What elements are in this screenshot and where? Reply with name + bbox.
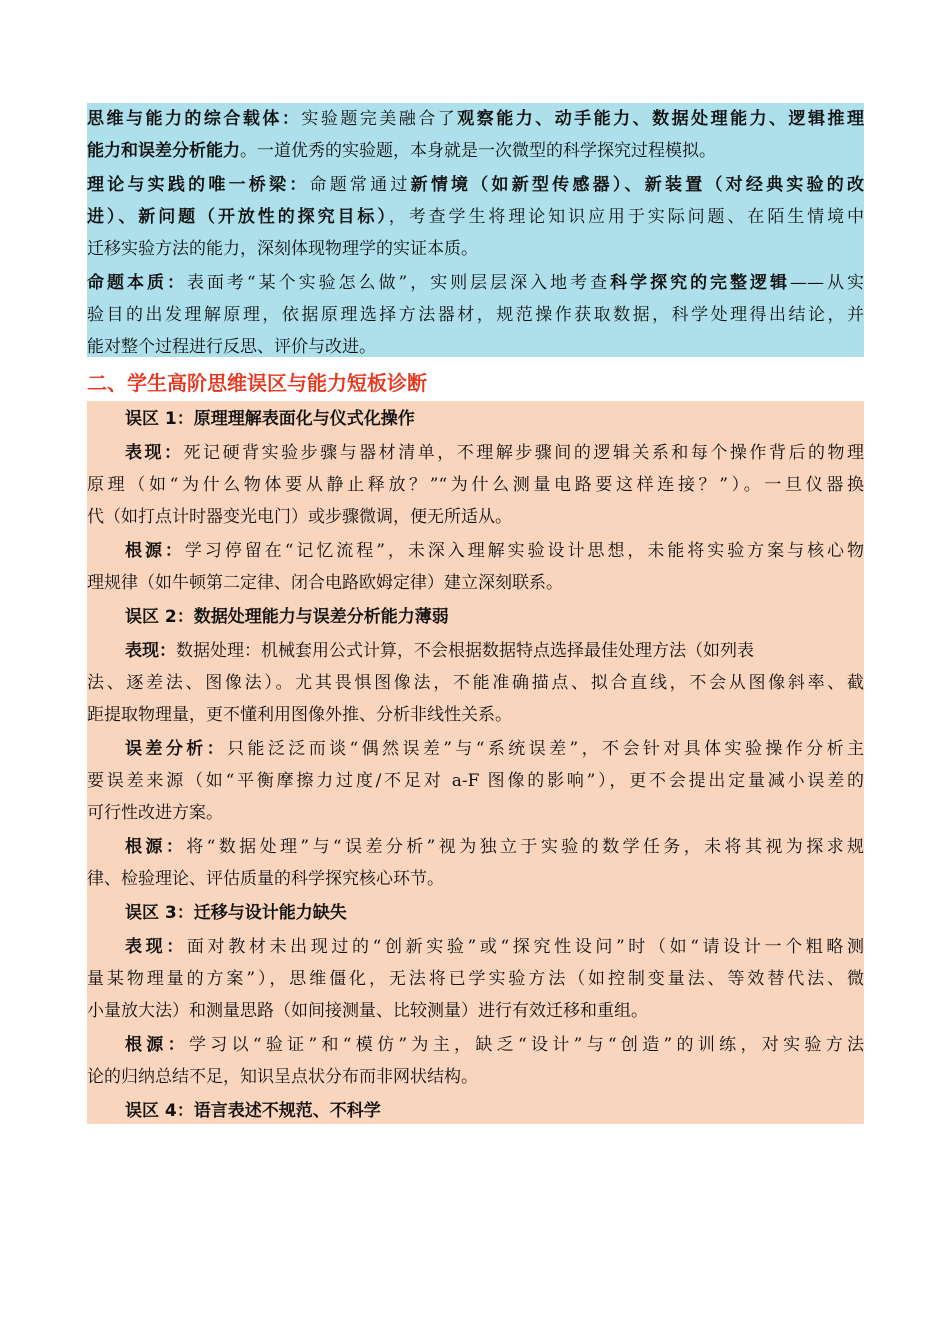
diagnosis-line: 理规律（如牛顿第二定律、闭合电路欧姆定律）建立深刻联系。 (87, 573, 563, 593)
diagnosis-line: 距提取物理量，更不懂利用图像外推、分析非线性关系。 (87, 705, 512, 725)
diagnosis-line (87, 831, 864, 863)
para-text: 命题常通过 (309, 175, 411, 195)
summary-line (87, 267, 864, 299)
para-lead: 理论与实践的唯一桥梁： (87, 175, 310, 195)
para-text: ，考查学生将理论知识应用于实际问题、在陌生情境中 (388, 207, 864, 227)
misconception-title: 误区 3：迁移与设计能力缺失 (125, 903, 347, 923)
diagnosis-line: 代（如打点计时器变光电门）或步骤微调，便无所适从。 (87, 507, 512, 527)
para-lead: 表现： (125, 937, 187, 957)
para-text: 实验题完美融合了 (301, 109, 458, 129)
para-emphasis: 科学探究的完整逻辑 (610, 273, 791, 293)
summary-line (87, 103, 864, 135)
diagnosis-line: 小量放大法）和测量思路（如间接测量、比较测量）进行有效迁移和重组。 (87, 1001, 648, 1021)
misconception-title: 误区 2：数据处理能力与误差分析能力薄弱 (125, 607, 449, 627)
para-lead: 表现： (125, 443, 184, 463)
misconception-title: 误区 4：语言表述不规范、不科学 (125, 1101, 381, 1121)
para-text: 学习以“验证”和“模仿”为主，缺乏“设计”与“创造”的训练，对实验方法 (188, 1035, 864, 1055)
para-lead: 表现： (125, 641, 176, 661)
para-emphasis: 观察能力、动手能力、数据处理能力、逻辑推理 (457, 109, 864, 129)
para-text: 。一道优秀的实验题，本身就是一次微型的科学探究过程模拟。 (240, 141, 716, 161)
para-text: 数据处理：机械套用公式计算，不会根据数据特点选择最佳处理方法（如列表 (176, 641, 754, 661)
summary-line: 能对整个过程进行反思、评价与改进。 (87, 337, 376, 357)
diagnosis-line: 量某物理量的方案”），思维僵化，无法将已学实验方法（如控制变量法、等效替代法、微 (87, 969, 864, 989)
diagnosis-line: 要误差来源（如“平衡摩擦力过度/不足对 a-F 图像的影响”），更不会提出定量减小误差的 (87, 771, 864, 791)
para-emphasis: 新情境（如新型传感器）、新装置（对经典实验的改 (410, 175, 864, 195)
summary-line: 迁移实验方法的能力，深刻体现物理学的实证本质。 (87, 239, 478, 259)
summary-line (87, 201, 864, 233)
summary-line: 验目的出发理解原理，依据原理选择方法器材，规范操作获取数据，科学处理得出结论，并 (87, 305, 864, 325)
para-text: 学习停留在“记忆流程”，未深入理解实验设计思想，未能将实验方案与核心物 (184, 541, 864, 561)
para-text: 表面考“某个实验怎么做”，实则层层深入地考查 (186, 273, 611, 293)
para-lead: 命题本质： (87, 273, 187, 293)
summary-box (87, 103, 864, 357)
para-text: 只能泛泛而谈“偶然误差”与“系统误差”，不会针对具体实验操作分析主 (227, 739, 864, 759)
diagnosis-line: 法、逐差法、图像法）。尤其畏惧图像法，不能准确描点、拟合直线，不会从图像斜率、截 (87, 673, 864, 693)
para-lead: 思维与能力的综合载体： (87, 109, 302, 129)
para-lead: 根源： (125, 541, 185, 561)
diagnosis-line: 论的归纳总结不足，知识呈点状分布而非网状结构。 (87, 1067, 478, 1087)
diagnosis-line (87, 733, 864, 765)
summary-line (87, 135, 864, 167)
diagnosis-line: 律、检验理论、评估质量的科学探究核心环节。 (87, 869, 444, 889)
diagnosis-line: 原理（如“为什么物体要从静止释放？”“为什么测量电路要这样连接？”）。一旦仪器换 (87, 475, 864, 495)
diagnosis-box (87, 401, 864, 1124)
diagnosis-line: 可行性改进方案。 (87, 803, 223, 823)
diagnosis-line (87, 635, 864, 667)
para-lead: 根源： (125, 1035, 189, 1055)
para-text: 面对教材未出现过的“创新实验”或“探究性设问”时（如“请设计一个粗略测 (186, 937, 864, 957)
misconception-title: 误区 1：原理理解表面化与仪式化操作 (125, 409, 415, 429)
para-text: ——从实 (790, 273, 864, 293)
diagnosis-line (87, 437, 864, 469)
summary-line (87, 169, 864, 201)
diagnosis-line (87, 931, 864, 963)
diagnosis-line (87, 535, 864, 567)
para-text: 将“数据处理”与“误差分析”视为独立于实验的数学任务，未将其视为探求规 (186, 837, 864, 857)
para-emphasis: 能力和误差分析能力 (87, 141, 240, 161)
para-lead: 误差分析： (125, 739, 228, 759)
para-emphasis: 进）、新问题（开放性的探究目标） (87, 207, 389, 227)
para-text: 死记硬背实验步骤与器材清单，不理解步骤间的逻辑关系和每个操作背后的物理 (183, 443, 864, 463)
section-title: 二、学生高阶思维误区与能力短板诊断 (87, 371, 427, 395)
diagnosis-line (87, 1029, 864, 1061)
para-lead: 根源： (125, 837, 187, 857)
